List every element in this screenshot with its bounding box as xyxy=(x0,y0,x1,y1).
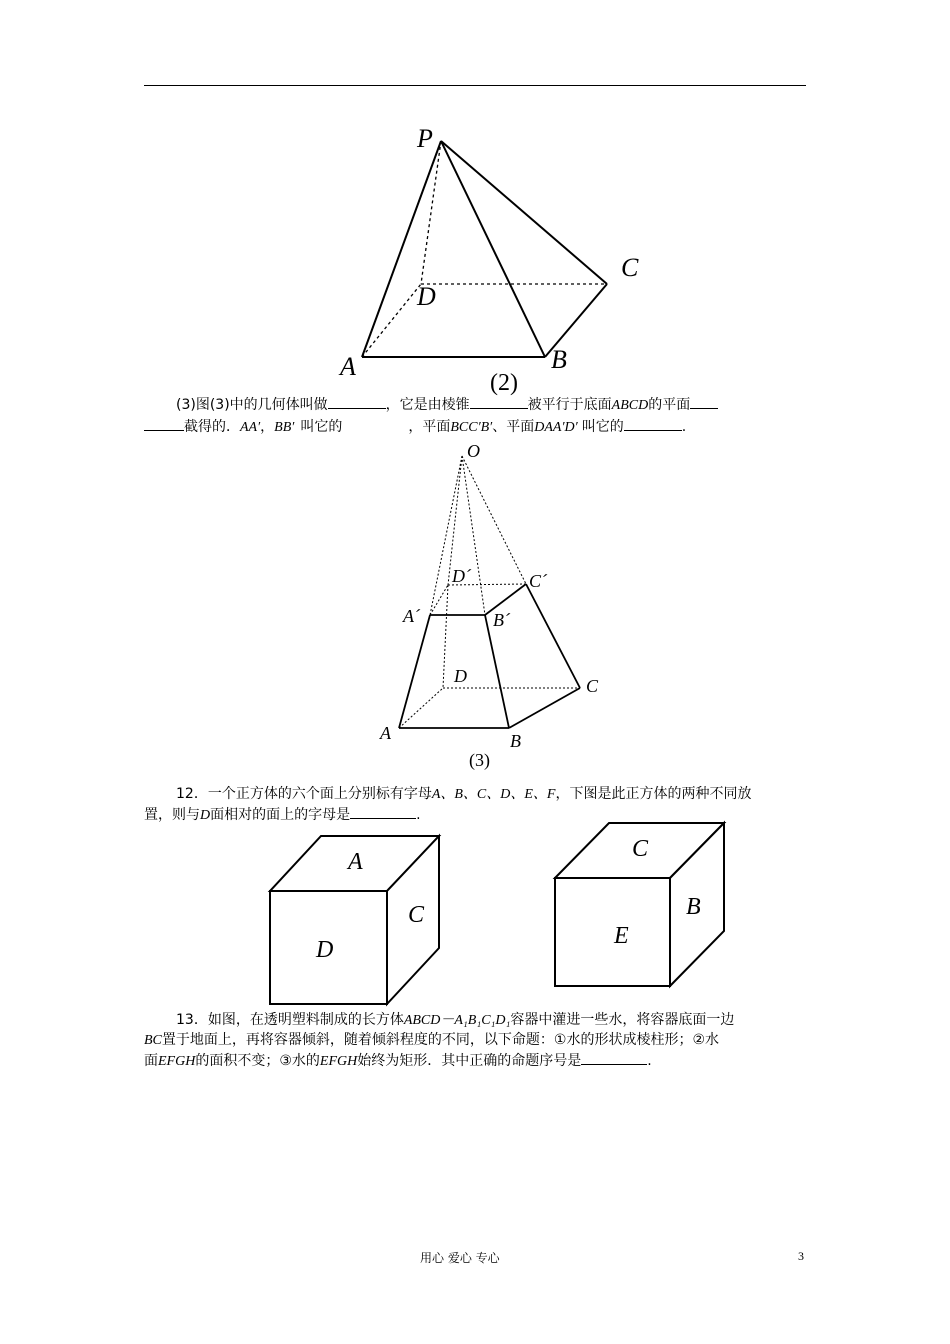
cube-1-top-label: A xyxy=(348,849,363,875)
label-B-prime: B´ xyxy=(493,610,510,630)
q13-line3: 面EFGH的面积不变；③水的EFGH始终为矩形．其中正确的命题序号是 . xyxy=(144,1050,808,1072)
apex-dashed-edges xyxy=(430,456,526,615)
cube-2-right-label: B xyxy=(686,894,701,920)
page-number: 3 xyxy=(798,1249,804,1263)
q12-line2: 置，则与D面相对的面上的字母是 . xyxy=(144,804,808,826)
label-A: A xyxy=(340,352,356,381)
figure-3-frustum xyxy=(370,440,620,775)
figure-2-caption: (2) xyxy=(490,370,518,396)
cube-1 xyxy=(265,830,445,1010)
label-D-prime: D´ xyxy=(452,566,471,586)
label-D: D xyxy=(417,282,436,311)
answer-blank-continued[interactable] xyxy=(144,416,184,431)
answer-blank[interactable] xyxy=(328,394,386,409)
label-O: O xyxy=(467,441,480,461)
q11-part3-line2: 截得的．AA′，BB′ 叫它的 ，平面BCC′B′、平面DAA′D′ 叫它的 . xyxy=(144,416,808,438)
figure-3-caption: (3) xyxy=(469,750,490,770)
header-rule xyxy=(144,85,806,86)
pyramid-solid-edges xyxy=(362,141,607,357)
cube-2 xyxy=(550,818,730,990)
answer-blank[interactable] xyxy=(690,394,718,409)
label-P: P xyxy=(417,124,433,153)
answer-blank[interactable] xyxy=(581,1050,647,1065)
q13-line1: 13．如图，在透明塑料制成的长方体ABCD－A₁B₁C₁D₁容器中灌进一些水，将容器底面一边 xyxy=(176,1012,735,1028)
q11-part3-line1: (3)图(3)中的几何体叫做 ，它是由棱锥 被平行于底面ABCD的平面 xyxy=(144,394,808,416)
frustum-hidden-edges xyxy=(399,584,580,728)
label-A-prime: A´ xyxy=(403,606,420,626)
figure-2-pyramid xyxy=(330,120,650,405)
cube-1-front-label: D xyxy=(316,937,334,963)
label-C-prime: C´ xyxy=(529,571,547,591)
label-B: B xyxy=(551,345,567,374)
answer-blank[interactable] xyxy=(350,804,416,819)
pyramid-hidden-edges xyxy=(362,141,607,357)
frustum-visible-edges xyxy=(399,584,580,728)
cube-2-top-label: C xyxy=(632,836,649,862)
footer-text: 用心 爱心 专心 xyxy=(420,1251,500,1265)
label-B: B xyxy=(510,731,521,751)
label-C: C xyxy=(586,676,599,696)
cube-2-front-label: E xyxy=(614,923,629,949)
answer-blank[interactable] xyxy=(624,416,682,431)
answer-blank[interactable] xyxy=(470,394,528,409)
label-D: D xyxy=(454,666,467,686)
q13-line2: BC置于地面上，再将容器倾斜，随着倾斜程度的不同，以下命题：①水的形状成棱柱形；②水 xyxy=(144,1032,719,1048)
q12-line1: 12．一个正方体的六个面上分别标有字母A、B、C、D、E、F，下图是此正方体的两种不同放 xyxy=(176,786,752,802)
label-C: C xyxy=(621,253,639,282)
cube-1-right-label: C xyxy=(408,902,425,928)
label-A: A xyxy=(380,723,391,743)
